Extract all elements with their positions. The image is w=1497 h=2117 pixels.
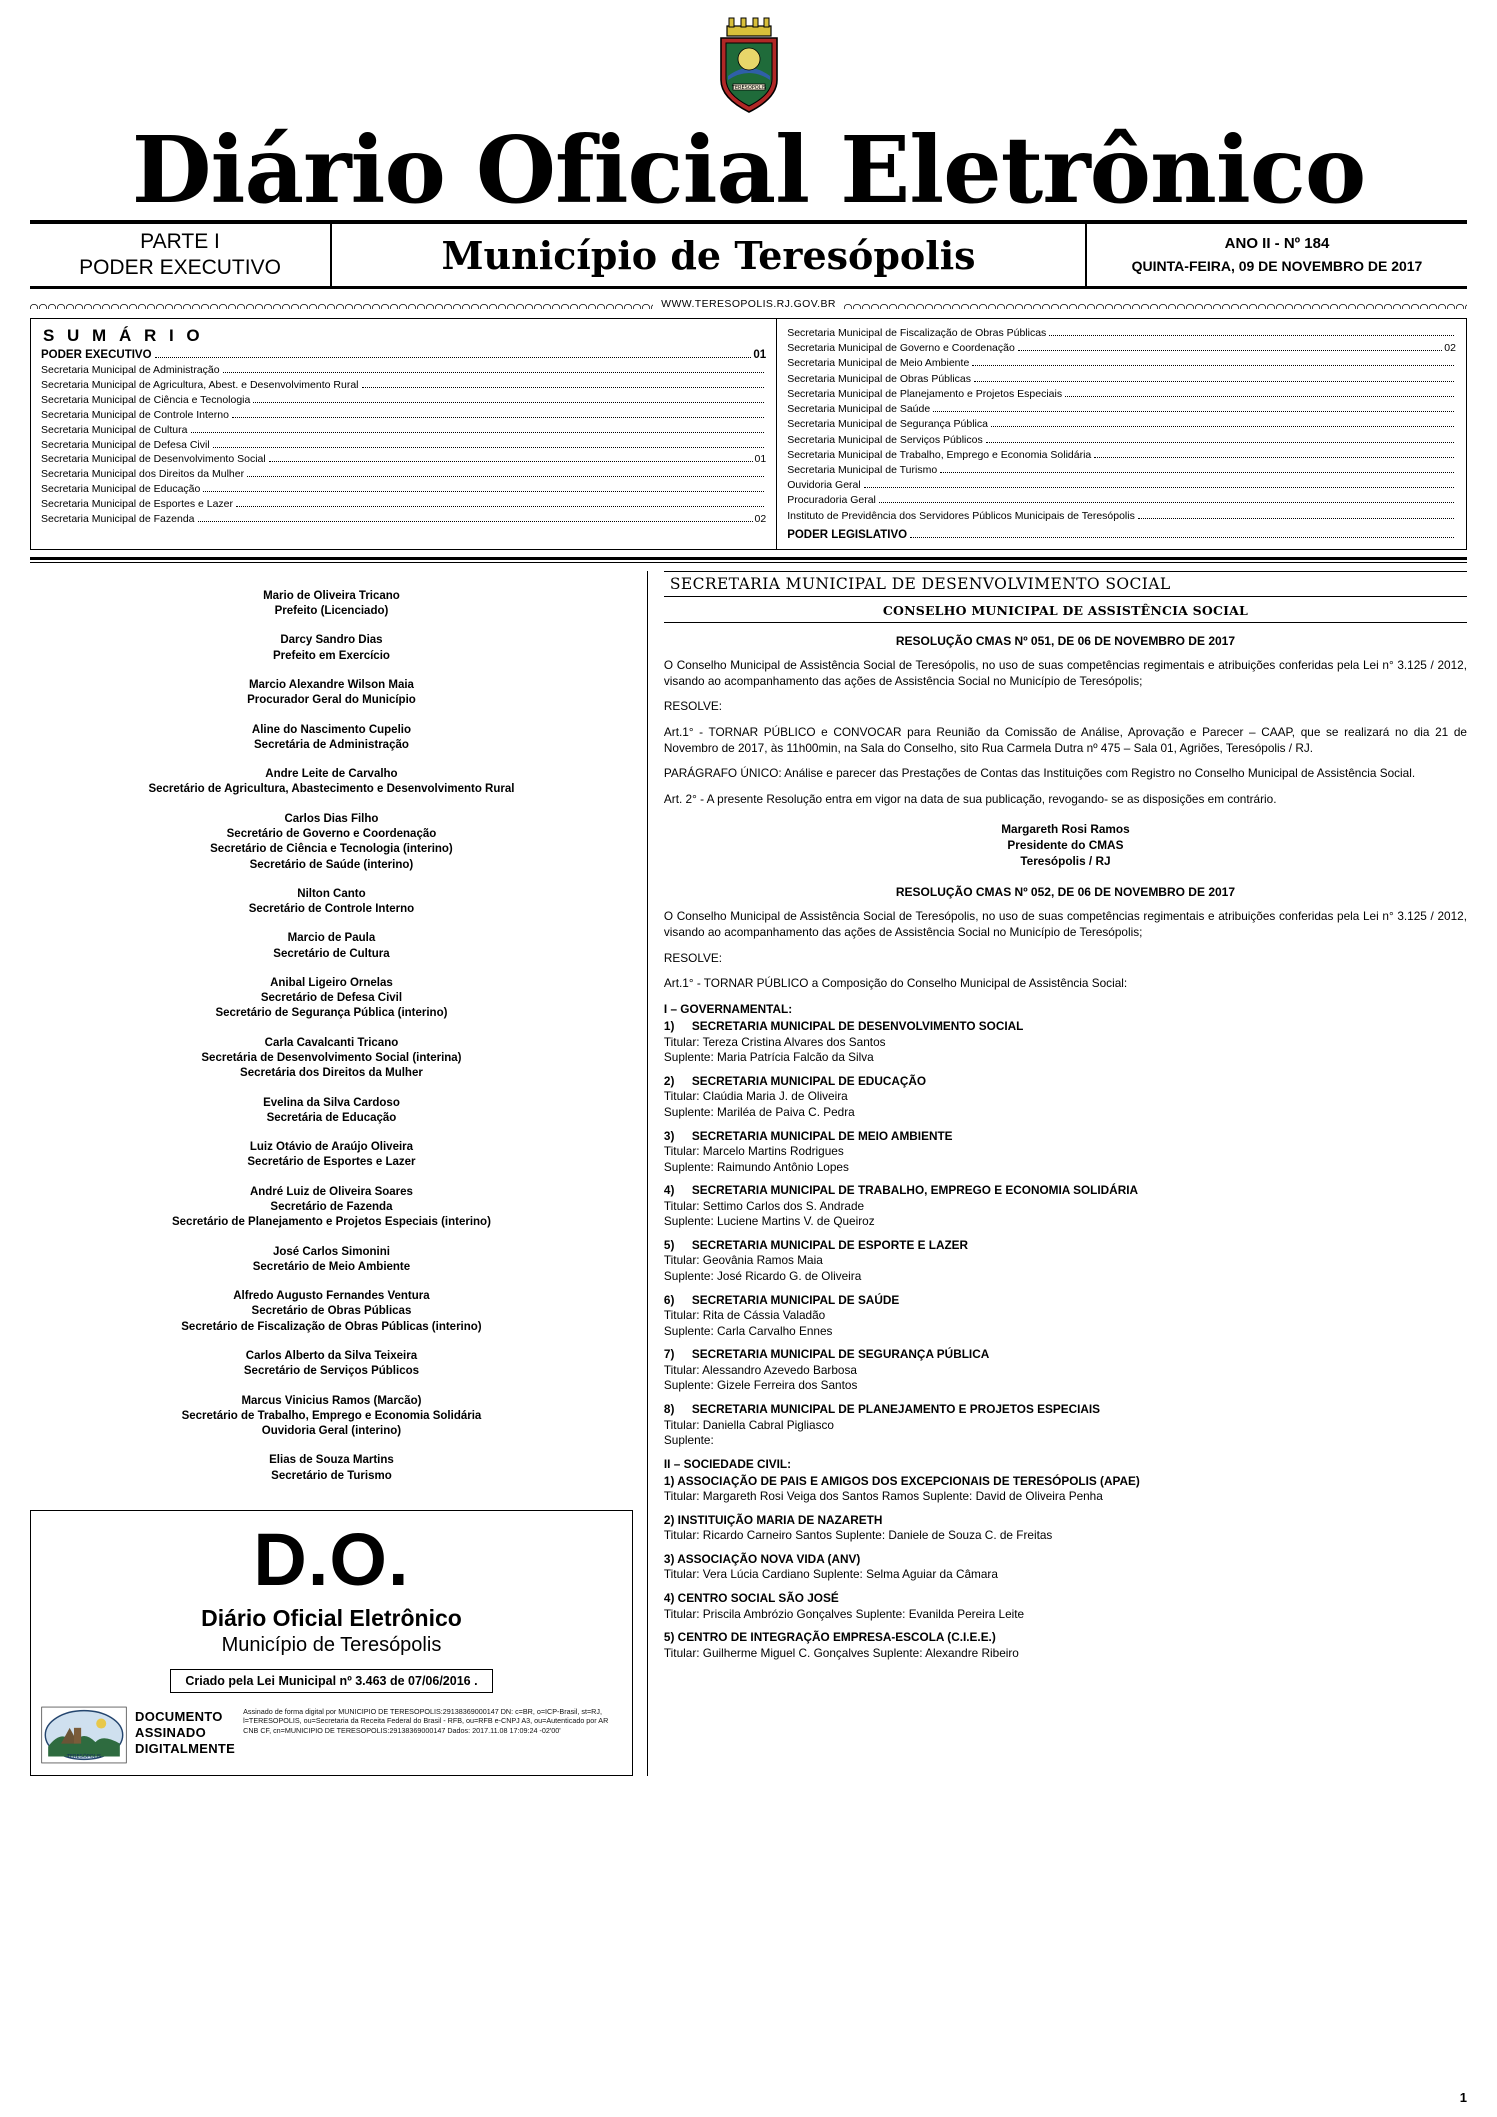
entry-titular: Titular: Alessandro Azevedo Barbosa [663, 1362, 857, 1377]
right-column [648, 571, 1467, 1776]
summary-item[interactable] [787, 341, 1456, 356]
entry-suplente: Suplente: Luciene Martins V. de Queiroz [663, 1214, 875, 1229]
summary-item-label: Secretaria Municipal de Administração [41, 364, 220, 376]
resolution-1-paragraph-1: O Conselho Municipal de Assistência Social de Teresópolis, no uso de suas competências regimentais e atribuições conferidas pela Lei n° 3.125 / 2012, visando ao acompanhamento das ações de Assistência Social no Município de Teresópolis; [663, 657, 1467, 688]
dot-leader [253, 402, 764, 403]
part-block [30, 224, 330, 286]
resolution-1-signature [664, 822, 1467, 870]
official-role: Secretário de Saúde (interino) [249, 858, 414, 871]
wavy-divider-right [844, 300, 1467, 309]
divider [30, 557, 1467, 560]
official-name: Luiz Otávio de Araújo Oliveira [249, 1141, 414, 1154]
entry-titular: Titular: Marcelo Martins Rodrigues [663, 1144, 844, 1159]
entry-suplente: Suplente: Gizele Ferreira dos Santos [663, 1378, 858, 1393]
entry-organization: SECRETARIA MUNICIPAL DE SAÚDE [691, 1292, 900, 1307]
officials-list [30, 571, 633, 1484]
official-entry [30, 812, 633, 873]
resolution-1-paragraph-unico: PARÁGRAFO ÚNICO: Análise e parecer das Prestações de Contas das Instituições com Registro no Conselho Municipal de Assistência Social. [663, 766, 1416, 781]
summary-item-label: Secretaria Municipal dos Direitos da Mulher [41, 468, 245, 481]
dot-leader [223, 372, 765, 373]
council-member-entry [664, 1591, 1467, 1622]
entry-organization: 5) CENTRO DE INTEGRAÇÃO EMPRESA-ESCOLA (C.I.E.E.) [663, 1630, 996, 1645]
civil-society-heading: II – SOCIEDADE CIVIL: [663, 1456, 792, 1471]
summary-item[interactable] [787, 493, 1456, 508]
official-entry [30, 1036, 633, 1082]
entry-titular: Titular: Priscila Ambrózio Gonçalves [663, 1606, 853, 1621]
dot-leader [1094, 457, 1454, 458]
official-role: Secretário de Trabalho, Emprego e Economia Solidária [181, 1409, 482, 1422]
summary-item-label: Secretaria Municipal de Fiscalização de Obras Públicas [787, 327, 1047, 339]
entry-organization: SECRETARIA MUNICIPAL DE DESENVOLVIMENTO SOCIAL [691, 1019, 1024, 1034]
official-role: Secretária dos Direitos da Mulher [240, 1067, 423, 1080]
summary-item-label: Secretaria Municipal de Desenvolvimento Social [41, 453, 266, 466]
council-member-entry [664, 1074, 1467, 1121]
entry-organization: 1) ASSOCIAÇÃO DE PAIS E AMIGOS DOS EXCEPCIONAIS DE TERESÓPOLIS (APAE) [663, 1473, 1140, 1488]
svg-text:TERESÓPOLIS: TERESÓPOLIS [66, 1754, 102, 1761]
entry-titular: Titular: Vera Lúcia Cardiano [663, 1567, 810, 1582]
dot-leader [203, 491, 764, 492]
website-url: WWW.TERESOPOLIS.RJ.GOV.BR [661, 298, 836, 310]
entry-organization: SECRETARIA MUNICIPAL DE MEIO AMBIENTE [691, 1128, 953, 1143]
council-member-entry [664, 1474, 1467, 1505]
part-line-1: PARTE I [140, 229, 220, 253]
summary-item[interactable] [41, 497, 766, 512]
summary-item[interactable] [787, 326, 1456, 341]
council-member-entry [664, 1552, 1467, 1583]
edition-number: ANO II - Nº 184 [1224, 235, 1330, 253]
summary-item[interactable] [787, 417, 1456, 432]
summary-item[interactable] [41, 512, 766, 527]
summary-item[interactable] [41, 452, 766, 467]
summary-right-column [777, 319, 1466, 549]
summary-item-label: Secretaria Municipal de Saúde [787, 403, 931, 416]
entry-organization: SECRETARIA MUNICIPAL DE TRABALHO, EMPREGO E ECONOMIA SOLIDÁRIA [691, 1183, 1139, 1198]
dot-leader [269, 461, 753, 462]
dot-leader [933, 411, 1454, 412]
summary-item[interactable] [787, 509, 1456, 524]
dot-leader [155, 357, 752, 358]
official-name: Marcio Alexandre Wilson Maia [248, 678, 414, 691]
official-role: Secretária de Educação [266, 1111, 397, 1124]
summary-item[interactable] [41, 482, 766, 497]
wavy-divider-left [30, 300, 653, 309]
summary-item-label: Instituto de Previdência dos Servidores Públicos Municipais de Teresópolis [787, 509, 1135, 522]
entry-suplente: Suplente: Carla Carvalho Ennes [663, 1323, 833, 1338]
official-entry [30, 678, 633, 709]
entry-titular: Titular: Daniella Cabral Pigliasco [663, 1417, 834, 1432]
signer-role: Presidente do CMAS [1007, 837, 1124, 852]
summary-item-label: Secretaria Municipal de Controle Interno [41, 408, 229, 421]
entry-suplente: Suplente: Daniele de Souza C. de Freitas [835, 1528, 1053, 1543]
edition-block [1087, 224, 1467, 286]
summary-item-label: Secretaria Municipal de Educação [41, 483, 201, 496]
official-entry [30, 1096, 633, 1127]
official-name: Carla Cavalcanti Tricano [264, 1036, 399, 1049]
summary-item-label: Secretaria Municipal de Serviços Públicos [787, 433, 983, 446]
dot-leader [232, 417, 764, 418]
dot-leader [213, 447, 765, 448]
official-entry [30, 1245, 633, 1276]
city-seal-icon [41, 1705, 127, 1765]
council-member-entry [664, 1019, 1467, 1066]
council-member-entry [664, 1238, 1467, 1285]
entry-titular: Titular: Guilherme Miguel C. Gonçalves [663, 1645, 870, 1660]
entry-titular: Titular: Ricardo Carneiro Santos [663, 1528, 832, 1543]
digital-signature-label [135, 1705, 235, 1757]
signature-metadata: Assinado de forma digital por MUNICIPIO DE TERESOPOLIS:29138369000147 DN: c=BR, o=ICP-Brasil, st=RJ, l=TERESOPOLIS, ou=Secretaria da Receita Federal do Brasil - RFB, ou=RFB e-CNPJ A3, ou=Autenticado por AR CNB CF, cn=MUNICIPIO DE TERESOPOLIS:29138369000147 Dados: 2017.11.08 17:09:24 -02'00' [243, 1707, 609, 1735]
page-number: 1 [1459, 2090, 1467, 2105]
summary-legislative-heading [787, 529, 1456, 541]
entry-number: 2) [663, 1073, 675, 1088]
official-name: Carlos Alberto da Silva Teixeira [245, 1349, 418, 1362]
website-line [30, 298, 1467, 310]
coat-of-arms [30, 14, 1467, 122]
summary-item-label: Secretaria Municipal de Trabalho, Emprego e Economia Solidária [787, 448, 1092, 461]
entry-titular: Titular: Margareth Rosi Veiga dos Santos Ramos [663, 1489, 920, 1504]
official-name: Evelina da Silva Cardoso [263, 1096, 400, 1109]
official-name: Darcy Sandro Dias [280, 634, 383, 647]
signature-label-line-2: ASSINADO [135, 1725, 207, 1741]
official-name: André Luiz de Oliveira Soares [249, 1185, 413, 1198]
summary-item[interactable] [41, 408, 766, 423]
municipality-block [330, 224, 1087, 286]
dot-leader [1065, 396, 1454, 397]
official-role: Prefeito em Exercício [272, 649, 390, 662]
official-entry [30, 1140, 633, 1171]
official-entry [30, 1394, 633, 1440]
official-name: Carlos Dias Filho [284, 812, 379, 825]
official-name: Marcio de Paula [287, 932, 376, 945]
summary-executive-label: PODER EXECUTIVO [41, 349, 152, 361]
signer-city: Teresópolis / RJ [1020, 853, 1111, 868]
official-role: Prefeito (Licenciado) [274, 605, 389, 618]
official-entry [30, 723, 633, 754]
dot-leader [986, 442, 1454, 443]
entry-number: 1) [663, 1019, 675, 1034]
entry-number: 7) [663, 1347, 675, 1362]
summary-item[interactable] [787, 478, 1456, 493]
summary-item-page: 02 [754, 513, 767, 526]
do-subtitle: Município de Teresópolis [221, 1634, 442, 1657]
entry-suplente: Suplente: Selma Aguiar da Câmara [812, 1567, 998, 1582]
official-role: Secretário de Controle Interno [248, 903, 415, 916]
part-line-2: PODER EXECUTIVO [79, 256, 281, 279]
summary-item[interactable] [787, 402, 1456, 417]
dot-leader [940, 472, 1454, 473]
entry-organization: SECRETARIA MUNICIPAL DE EDUCAÇÃO [691, 1073, 927, 1088]
do-initials: D.O. [253, 1517, 410, 1601]
edition-date: QUINTA-FEIRA, 09 DE NOVEMBRO DE 2017 [1131, 257, 1423, 274]
digital-signature-block [41, 1705, 622, 1765]
official-name: Aline do Nascimento Cupelio [251, 723, 411, 736]
summary-box [30, 318, 1467, 550]
official-entry [30, 887, 633, 918]
official-entry [30, 1289, 633, 1335]
summary-item[interactable] [787, 463, 1456, 478]
official-role: Secretário de Governo e Coordenação [226, 827, 437, 840]
dot-leader [198, 521, 753, 522]
official-role: Secretário de Agricultura, Abastecimento e Desenvolvimento Rural [148, 783, 515, 796]
council-member-entry [664, 1347, 1467, 1394]
summary-item[interactable] [41, 363, 766, 378]
summary-item[interactable] [41, 393, 766, 408]
official-entry [30, 589, 633, 620]
entry-titular: Titular: Tereza Cristina Alvares dos Santos [663, 1034, 886, 1049]
dot-leader [1049, 335, 1454, 336]
summary-left-column [31, 319, 777, 549]
summary-item-label: Secretaria Municipal de Agricultura, Abest. e Desenvolvimento Rural [41, 378, 359, 391]
dot-leader [236, 506, 764, 507]
official-role: Ouvidoria Geral (interino) [261, 1425, 402, 1438]
official-name: José Carlos Simonini [272, 1245, 390, 1258]
summary-item-label: Secretaria Municipal de Fazenda [41, 513, 195, 526]
summary-item-label: Secretaria Municipal de Ciência e Tecnologia [41, 393, 251, 406]
entry-suplente: Suplente: David de Oliveira Penha [922, 1489, 1103, 1504]
entry-suplente: Suplente: Maria Patrícia Falcão da Silva [663, 1050, 874, 1065]
council-member-entry [664, 1183, 1467, 1230]
dot-leader [910, 537, 1454, 538]
resolution-1-art2: Art. 2° - A presente Resolução entra em vigor na data de sua publicação, revogando- se as disposições em contrário. [663, 791, 1277, 806]
entry-suplente: Suplente: Evanilda Pereira Leite [855, 1606, 1025, 1621]
official-name: Anibal Ligeiro Ornelas [270, 976, 393, 989]
signature-label-line-3: DIGITALMENTE [135, 1740, 236, 1756]
entry-organization: 3) ASSOCIAÇÃO NOVA VIDA (ANV) [663, 1551, 861, 1566]
entry-suplente: Suplente: Mariléa de Paiva C. Pedra [663, 1104, 855, 1119]
entry-number: 4) [663, 1183, 675, 1198]
summary-item-label: Secretaria Municipal de Turismo [787, 463, 938, 476]
official-role: Secretário de Serviços Públicos [243, 1365, 420, 1378]
do-logo-box [30, 1510, 633, 1776]
summary-item-label: Secretaria Municipal de Planejamento e Projetos Especiais [787, 387, 1063, 400]
dot-leader [1138, 518, 1454, 519]
dot-leader [191, 432, 765, 433]
official-entry [30, 931, 633, 962]
entry-suplente: Suplente: José Ricardo G. de Oliveira [663, 1269, 862, 1284]
dot-leader [879, 502, 1454, 503]
entry-number: 6) [663, 1292, 675, 1307]
official-entry [30, 976, 633, 1022]
official-name: Marcus Vinicius Ramos (Marcão) [241, 1394, 422, 1407]
resolution-2-resolve: RESOLVE: [663, 950, 723, 965]
official-entry [30, 1185, 633, 1231]
resolution-1-resolve: RESOLVE: [663, 699, 723, 714]
entry-suplente: Suplente: [663, 1433, 714, 1448]
official-role: Secretário de Segurança Pública (interino) [215, 1007, 448, 1020]
summary-title: S U M Á R I O [43, 326, 204, 345]
official-name: Elias de Souza Martins [269, 1454, 394, 1467]
official-name: Andre Leite de Carvalho [265, 768, 398, 781]
entry-organization: 4) CENTRO SOCIAL SÃO JOSÉ [663, 1591, 839, 1606]
left-column [30, 571, 648, 1776]
official-entry [30, 1453, 633, 1484]
summary-item-label: Secretaria Municipal de Segurança Pública [787, 418, 988, 431]
signature-label-line-1: DOCUMENTO [135, 1709, 223, 1725]
entry-suplente: Suplente: Raimundo Antônio Lopes [663, 1159, 849, 1174]
summary-item-page: 02 [1444, 342, 1456, 355]
resolution-1-title: RESOLUÇÃO CMAS Nº 051, DE 06 DE NOVEMBRO DE 2017 [895, 633, 1236, 648]
entry-organization: 2) INSTITUIÇÃO MARIA DE NAZARETH [663, 1512, 883, 1527]
entry-organization: SECRETARIA MUNICIPAL DE PLANEJAMENTO E PROJETOS ESPECIAIS [691, 1401, 1101, 1416]
do-title: Diário Oficial Eletrônico [201, 1605, 462, 1632]
official-name: Nilton Canto [297, 887, 366, 900]
council-member-entry [664, 1293, 1467, 1340]
entry-titular: Titular: Geovânia Ramos Maia [663, 1253, 823, 1268]
summary-item[interactable] [787, 372, 1456, 387]
dot-leader [972, 365, 1454, 366]
official-role: Secretária de Administração [254, 738, 409, 751]
summary-item-label: Ouvidoria Geral [787, 479, 861, 492]
official-entry [30, 767, 633, 798]
summary-item-label: Secretaria Municipal de Governo e Coordenação [787, 342, 1015, 355]
official-entry [30, 1349, 633, 1380]
summary-item[interactable] [787, 448, 1456, 463]
entry-titular: Titular: Settimo Carlos dos S. Andrade [663, 1198, 865, 1213]
official-role: Procurador Geral do Município [247, 694, 416, 707]
official-role: Secretário de Obras Públicas [251, 1305, 412, 1318]
summary-legislative-label: PODER LEGISLATIVO [787, 528, 908, 541]
council-member-entry [664, 1129, 1467, 1176]
summary-item-label: Secretaria Municipal de Cultura [41, 423, 188, 436]
summary-item-label: Secretaria Municipal de Esportes e Lazer [41, 498, 234, 511]
official-name: Mario de Oliveira Tricano [263, 589, 400, 602]
official-role: Secretário de Cultura [273, 947, 390, 960]
subsection-header: CONSELHO MUNICIPAL DE ASSISTÊNCIA SOCIAL [664, 597, 1467, 623]
governmental-heading: I – GOVERNAMENTAL: [663, 1002, 793, 1017]
official-name: Alfredo Augusto Fernandes Ventura [233, 1290, 430, 1303]
masthead-bar [30, 221, 1467, 289]
municipality-name: Município de Teresópolis [441, 232, 976, 278]
summary-executive-page: 01 [753, 349, 767, 361]
entry-number: 3) [663, 1128, 675, 1143]
resolution-2-title: RESOLUÇÃO CMAS Nº 052, DE 06 DE NOVEMBRO DE 2017 [895, 885, 1236, 900]
summary-item-page: 01 [754, 453, 767, 466]
official-entry [30, 633, 633, 664]
entry-number: 5) [663, 1237, 675, 1252]
official-role: Secretário de Turismo [271, 1469, 392, 1482]
dot-leader [974, 381, 1454, 382]
dot-leader [864, 487, 1454, 488]
dot-leader [991, 426, 1454, 427]
official-role: Secretário de Planejamento e Projetos Especiais (interino) [171, 1216, 491, 1229]
summary-item[interactable] [787, 387, 1456, 402]
summary-item-label: Secretaria Municipal de Obras Públicas [787, 372, 972, 385]
official-role: Secretária de Desenvolvimento Social (interina) [201, 1052, 462, 1065]
summary-item[interactable] [41, 423, 766, 438]
official-role: Secretário de Esportes e Lazer [247, 1156, 416, 1169]
entry-titular: Titular: Rita de Cássia Valadão [663, 1308, 826, 1323]
summary-item-label: Secretaria Municipal de Meio Ambiente [787, 357, 970, 370]
summary-item[interactable] [41, 378, 766, 393]
divider [30, 562, 1467, 563]
signer-name: Margareth Rosi Ramos [1001, 821, 1130, 836]
entry-organization: SECRETARIA MUNICIPAL DE SEGURANÇA PÚBLICA [691, 1347, 990, 1362]
summary-item-label: Secretaria Municipal de Defesa Civil [41, 438, 210, 451]
masthead-title: Diário Oficial Eletrônico [131, 116, 1366, 224]
svg-text:TERESOPOLIS: TERESOPOLIS [731, 85, 766, 91]
resolution-2-paragraph-1: O Conselho Municipal de Assistência Social de Teresópolis, no uso de suas competências regimentais e atribuições conferidas pela Lei n° 3.125 / 2012, visando ao acompanhamento das ações de Assistência Social no Município de Teresópolis; [663, 909, 1467, 940]
entry-number: 8) [663, 1401, 675, 1416]
council-member-entry [664, 1513, 1467, 1544]
summary-item[interactable] [41, 438, 766, 453]
council-member-entry [664, 1630, 1467, 1661]
summary-item[interactable] [787, 356, 1456, 371]
entry-suplente: Suplente: Alexandre Ribeiro [872, 1645, 1019, 1660]
summary-item-label: Procuradoria Geral [787, 494, 876, 507]
entry-organization: SECRETARIA MUNICIPAL DE ESPORTE E LAZER [691, 1237, 969, 1252]
dot-leader [247, 476, 764, 477]
summary-executive-heading [41, 349, 766, 361]
do-law-badge: Criado pela Lei Municipal nº 3.463 de 07/06/2016 . [170, 1669, 492, 1693]
official-role: Secretário de Meio Ambiente [252, 1260, 411, 1273]
resolution-2-art1: Art.1° - TORNAR PÚBLICO a Composição do Conselho Municipal de Assistência Social: [663, 976, 1128, 991]
official-role: Secretário de Fazenda [270, 1201, 393, 1213]
dot-leader [1018, 350, 1442, 351]
official-role: Secretário de Ciência e Tecnologia (interino) [210, 843, 453, 856]
official-role: Secretário de Defesa Civil [260, 992, 403, 1005]
resolution-1-art1: Art.1° - TORNAR PÚBLICO e CONVOCAR para Reunião da Comissão de Análise, Aprovação e Parecer – CAAP, que se realizará no dia 21 de Novembro de 2017, às 11h00min, na Sala do Conselho, sito Rua Carmela Dutra nº 475 – Sala 01, Agriões, Teresópolis / RJ. [663, 724, 1467, 755]
entry-titular: Titular: Claúdia Maria J. de Oliveira [663, 1089, 848, 1104]
summary-item[interactable] [41, 467, 766, 482]
summary-item[interactable] [787, 433, 1456, 448]
section-header: SECRETARIA MUNICIPAL DE DESENVOLVIMENTO SOCIAL [664, 571, 1467, 597]
dot-leader [362, 387, 765, 388]
official-role: Secretário de Fiscalização de Obras Públicas (interino) [181, 1320, 482, 1333]
council-member-entry [664, 1402, 1467, 1449]
body-columns [30, 571, 1467, 1776]
